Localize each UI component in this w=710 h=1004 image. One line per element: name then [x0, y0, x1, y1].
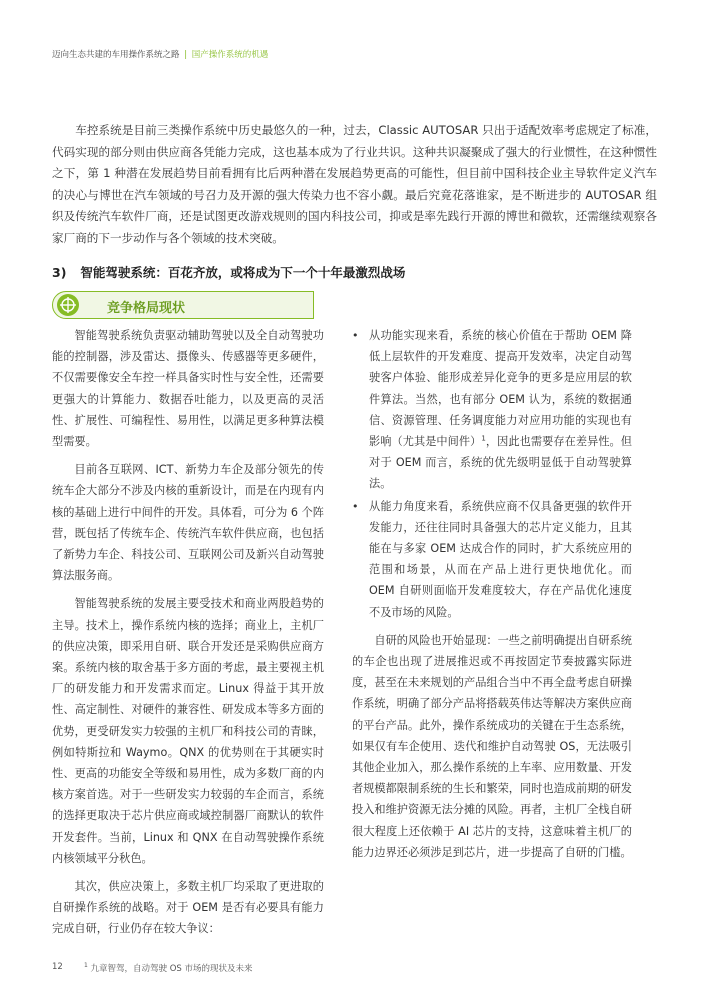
bullet-dot: • — [352, 329, 359, 342]
section-title: 智能驾驶系统：百花齐放，或将成为下一个十年最激烈战场 — [80, 265, 406, 280]
header-subtitle: 国产操作系统的机遇 — [191, 50, 269, 60]
target-crosshair-icon — [57, 294, 79, 316]
bullet-text: 从功能实现来看，系统的核心价值在于帮助 OEM 降低上层软件的开发难度、提高开发效率，决定自动驾驶客户体验、能形成差异化竞争的更多是应用层的软件算法。当然，也有部分 OEM 认为，系统的数据通信、资源管理、任务调度能力对应用功能的实现也有影响（尤其是中间件） — [369, 329, 632, 449]
body-paragraph: 目前各互联网、ICT、新势力车企及部分领先的传统车企大部分不涉及内核的重新设计，而是在内现有内核的基础上进行中间件的开发。具体看，可分为 6 个阵营，既包括了传统车企、传统汽车软件供应商，也包括了新势力车企、科技公司、互联网公司及新兴自动驾驶算法服务商。 — [52, 463, 324, 583]
bullet-item — [352, 496, 632, 623]
header-separator: | — [184, 50, 188, 60]
left-column — [52, 325, 324, 947]
bullet-text: 从能力角度来看，系统供应商不仅具备更强的软件开发能力，还往往同时具备强大的芯片定义能力，且其能在与多家 OEM 达成合作的同时，扩大系统应用的范围和场景，从而在产品上进行更快地优化。而 OEM 自研则面临开发难度较大，存在产品优化速度不及市场的风险。 — [369, 499, 632, 619]
bullet-dot: • — [352, 499, 359, 513]
bullet-item — [352, 325, 632, 495]
subsection-title: 竞争格局现状 — [107, 301, 186, 316]
right-column — [352, 325, 632, 863]
footnote — [84, 962, 253, 974]
body-paragraph: 智能驾驶系统的发展主要受技术和商业两股趋势的主导。技术上，操作系统内核的选择；商业上，主机厂的供应决策，即采用自研、联合开发还是采购供应商方案。系统内核的取舍基于多方面的考虑，最主要视主机厂的研发能力和开发需求而定。Linux 得益于其开放性、高定制性、对硬件的兼容性、研发成本等多方面的优势，更受研发实力较强的主机厂和科技公司的青睐，例如特斯拉和 Waymo。QNX 的优势则在于其硬实时性、更高的功能安全等级和易用性，成为多数厂商的内核方案首选。对于一些研发实力较弱的车企而言，系统的选择更取决于芯片供应商或域控制器厂商默认的软件开发套件。当前，Linux 和 QNX 在自动驾驶操作系统内核领域平分秋色。 — [52, 597, 324, 865]
page-number: 12 — [52, 962, 63, 972]
intro-paragraph: 车控系统是目前三类操作系统中历史最悠久的一种，过去，Classic AUTOSAR 只出于适配效率考虑规定了标准，代码实现的部分则由供应商各凭能力完成，这也基本成为了行业共识。这种共识凝聚成了强大的行业惯性，在这种惯性之下，第 1 种潜在发展趋势目前看拥有比后两种潜在发展趋势更高的可能性，但目前中国科技企业主导软件定义汽车的决心与博世在汽车领域的号召力及开源的强大传染力也不容小觑。最后究竟花落谁家，是不断进步的 AUTOSAR 组织及传统汽车软件厂商，还是试图更改游戏规则的国内科技公司，抑或是率先践行开源的博世和微软，还需继续观察各家厂商的下一步动作与各个领域的技术突破。 — [52, 123, 657, 245]
footnote-text: 九章智驾，自动驾驶 OS 市场的现状及未来 — [90, 964, 253, 974]
body-paragraph: 智能驾驶系统负责驱动辅助驾驶以及全自动驾驶功能的控制器，涉及雷达、摄像头、传感器等更多硬件，不仅需要像安全车控一样具备实时性与安全性，还需要更强大的计算能力、数据吞吐能力，以及更高的灵活性、扩展性、可编程性、易用性，以满足更多种算法模型需要。 — [52, 329, 324, 449]
running-header — [52, 48, 268, 60]
footnote-mark: 1 — [84, 962, 88, 970]
header-title: 迈向生态共建的车用操作系统之路 — [52, 50, 180, 60]
body-paragraph: 自研的风险也开始显现：一些之前明确提出自研系统的车企也出现了进展推迟或不再按固定节奏披露实际进度，甚至在未来规划的产品组合当中不再全盘考虑自研操作系统，明确了部分产品将搭载英伟达等解决方案供应商的平台产品。此外，操作系统成功的关键在于生态系统，如果仅有车企使用、迭代和维护自动驾驶 OS，无法吸引其他企业加入，那么操作系统的上车率、应用数量、开发者规模都限制系统的生长和繁荣，同时也造成前期的研发投入和维护资源无法分摊的风险。再者，主机厂全栈自研很大程度上还依赖于 AI 芯片的支持，这意味着主机厂的能力边界还必须涉足到芯片，进一步提高了自研的门槛。 — [352, 633, 632, 859]
section-number: 3) — [52, 265, 67, 280]
bullet-text-continued: ，因此也需要存在差异性。但对于 OEM 而言，系统的优先级明显低于自动驾驶算法。 — [369, 435, 632, 491]
subsection-banner — [52, 291, 314, 319]
section-heading — [52, 263, 405, 281]
body-paragraph: 其次，供应决策上，多数主机厂均采取了更进取的自研操作系统的战略。对于 OEM 是否有必要具有能力完成自研，行业仍存在较大争议： — [52, 880, 324, 936]
footnote-reference: 1 — [481, 434, 486, 443]
